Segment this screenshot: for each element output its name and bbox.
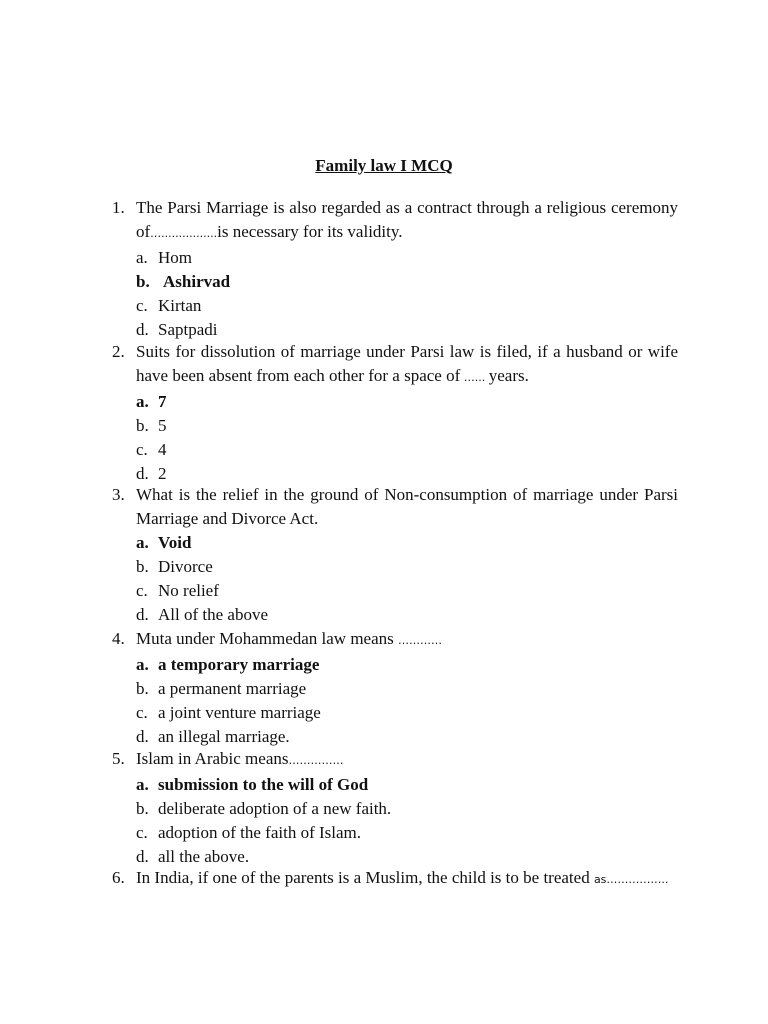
option-a-correct: a. 7 xyxy=(136,392,167,411)
answer-blank: ………… xyxy=(398,634,443,647)
option-a-correct: a. Void xyxy=(136,533,192,552)
question-text: Suits for dissolution of marriage under Parsi law is filed, if a husband or wife have been absent from each other for a space of …... years. xyxy=(136,342,678,385)
option-c: c. 4 xyxy=(136,440,167,459)
option-d: d. 2 xyxy=(136,464,167,483)
question-text: Muta under Mohammedan law means ………… xyxy=(136,629,443,648)
question-text: What is the relief in the ground of Non-consumption of marriage under Parsi Marriage and Divorce Act. xyxy=(136,485,678,528)
option-a: a. Hom xyxy=(136,248,192,267)
question-number: 5. xyxy=(112,749,125,768)
option-c: c. Kirtan xyxy=(136,296,202,315)
option-d: d. an illegal marriage. xyxy=(136,727,290,746)
question-3 xyxy=(112,483,678,627)
answer-blank: as…………….. xyxy=(593,873,669,886)
option-d: d. All of the above xyxy=(136,605,268,624)
question-number: 3. xyxy=(112,485,125,504)
question-1 xyxy=(112,196,678,342)
option-b: b. a permanent marriage xyxy=(136,679,307,698)
question-text: Islam in Arabic means…………… xyxy=(136,749,344,768)
document-title: Family law I MCQ xyxy=(315,156,453,175)
option-d: d. Saptpadi xyxy=(136,320,218,339)
question-number: 1. xyxy=(112,198,125,217)
question-text: The Parsi Marriage is also regarded as a contract through a religious ceremony of…................is necessary for its validity. xyxy=(136,198,678,241)
option-b-correct: b. Ashirvad xyxy=(136,272,231,291)
option-b: b. 5 xyxy=(136,416,167,435)
question-2 xyxy=(112,340,678,486)
question-number: 6. xyxy=(112,868,125,887)
option-a-correct: a. submission to the will of God xyxy=(136,775,369,794)
answer-blank: …………… xyxy=(288,754,344,767)
option-a-correct: a. a temporary marriage xyxy=(136,655,320,674)
question-4 xyxy=(112,627,678,749)
option-b: b. Divorce xyxy=(136,557,213,576)
option-b: b. deliberate adoption of a new faith. xyxy=(136,799,392,818)
question-5 xyxy=(112,747,678,869)
question-6 xyxy=(112,866,678,892)
answer-blank: …... xyxy=(460,371,489,384)
question-number: 2. xyxy=(112,342,125,361)
option-c: c. adoption of the faith of Islam. xyxy=(136,823,362,842)
question-text: In India, if one of the parents is a Muslim, the child is to be treated as…………….. xyxy=(136,868,669,887)
option-c: c. No relief xyxy=(136,581,219,600)
answer-blank: …................ xyxy=(150,227,218,240)
option-d: d. all the above. xyxy=(136,847,250,866)
option-c: c. a joint venture marriage xyxy=(136,703,321,722)
question-number: 4. xyxy=(112,629,125,648)
